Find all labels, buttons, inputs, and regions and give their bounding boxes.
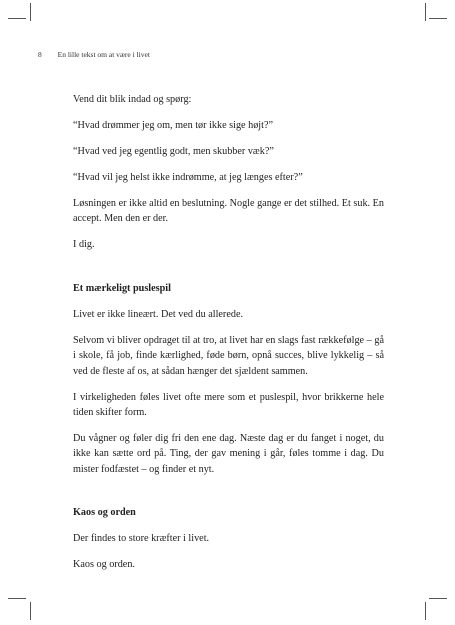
crop-mark — [30, 3, 31, 21]
paragraph: “Hvad drømmer jeg om, men tør ikke sige højt?” — [73, 120, 274, 131]
paragraph: Kaos og orden. — [73, 559, 135, 571]
paragraph: Du vågner og føler dig fri den ene dag. Næste dag er du fanget i noget, du ikke kan sætte ord på. Ting, der gav mening i går, føles tomme i dag. Du mister fodfæstet – og finder et nyt. — [73, 433, 384, 475]
section-heading: Et mærkeligt puslespil — [73, 282, 171, 294]
crop-mark — [429, 18, 447, 19]
running-header — [38, 50, 150, 59]
crop-mark — [8, 598, 26, 599]
paragraph: Der findes to store kræfter i livet. — [73, 533, 210, 545]
paragraph: “Hvad vil jeg helst ikke indrømme, at jeg længes efter?” — [73, 172, 303, 183]
crop-mark — [8, 18, 26, 19]
paragraph: Løsningen er ikke altid en beslutning. Nogle gange er det stilhed. Et suk. En accept. Men den er der. — [73, 198, 384, 225]
page-body — [73, 92, 384, 583]
paragraph: Vend dit blik indad og spørg: — [73, 94, 192, 105]
running-title: En lille tekst om at være i livet — [57, 50, 150, 59]
crop-mark — [429, 598, 447, 599]
crop-mark — [425, 3, 426, 21]
paragraph: Livet er ikke lineært. Det ved du allerede. — [73, 308, 244, 320]
paragraph: “Hvad ved jeg egentlig godt, men skubber væk?” — [73, 146, 274, 157]
crop-mark — [30, 602, 31, 620]
paragraph: I virkeligheden føles livet ofte mere som et puslespil, hvor brikkerne hele tiden skifter form. — [73, 391, 384, 419]
page-number: 8 — [38, 50, 42, 59]
crop-mark — [425, 602, 426, 620]
paragraph: I dig. — [73, 239, 95, 251]
section-heading: Kaos og orden — [73, 507, 136, 519]
paragraph: Selvom vi bliver opdraget til at tro, at livet har en slags fast rækkefølge – gå i skole, få job, finde kærlighed, føde børn, opnå succes, blive lykkelig – så ved de fleste af os, at sådan hænger det sjældent sammen. — [73, 334, 384, 377]
